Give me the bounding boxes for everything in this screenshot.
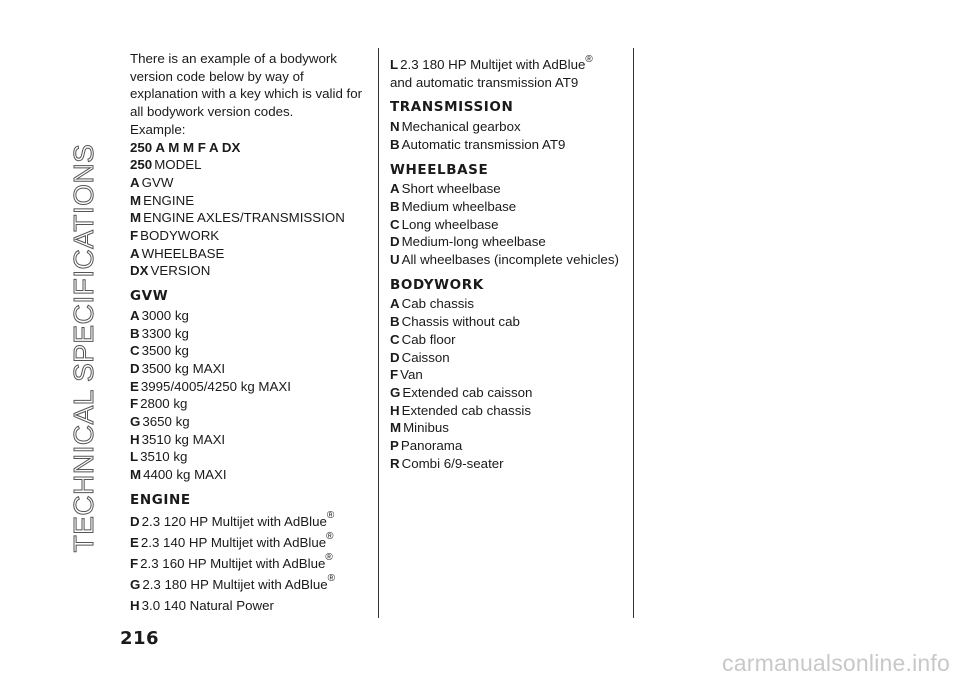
list-item [130,156,370,174]
item-text: ENGINE AXLES/TRANSMISSION [143,210,345,226]
list-item [130,575,370,594]
gvw-list [130,307,370,484]
item-code: F [130,228,139,244]
list-item [390,313,630,331]
list-item [130,413,370,431]
list-item [390,349,630,367]
item-code: A [130,245,140,261]
item-text: Medium wheelbase [401,198,517,214]
item-text: Short wheelbase [401,181,501,197]
item-code: R [390,455,400,471]
item-text: 4400 kg MAXI [143,467,227,483]
item-code: A [130,174,140,190]
list-item [130,342,370,360]
column-divider-right [633,48,634,618]
item-text: BODYWORK [140,228,220,244]
item-code: H [390,402,400,418]
item-text: Panorama [400,438,463,454]
item-text: 3.0 140 Natural Power [141,597,274,613]
list-item [390,331,630,349]
list-item [130,174,370,192]
list-item [130,325,370,343]
item-text: 3510 kg [140,449,188,465]
list-item [130,554,370,573]
left-column [130,50,370,615]
list-item [390,118,630,136]
list-item [390,233,630,251]
item-text: WHEELBASE [141,245,225,261]
item-code: D [390,349,400,365]
item-code: B [130,325,140,341]
list-item [390,455,630,473]
item-code: M [390,420,402,436]
list-item [390,402,630,420]
item-code: M [130,467,142,483]
item-text: Long wheelbase [401,216,499,232]
item-code: A [130,307,140,323]
list-item [130,360,370,378]
item-text: Caisson [401,349,450,365]
item-text: 3300 kg [141,325,189,341]
item-text: 3500 kg [141,343,189,359]
item-code: B [390,198,400,214]
item-code: E [130,534,139,550]
item-code: L [390,57,399,72]
section-side-title-text: TECHNICAL SPECIFICATIONS [68,143,99,553]
list-item [130,378,370,396]
item-text: 2800 kg [140,396,188,412]
item-text: Combi 6/9-seater [401,455,504,471]
list-item [130,209,370,227]
item-text: 2.3 120 HP Multijet with AdBlue [141,513,327,529]
list-item [390,384,630,402]
item-code: G [130,414,141,430]
item-text: VERSION [150,263,211,279]
transmission-list [390,118,630,153]
item-code: A [390,181,400,197]
list-item [130,431,370,449]
list-item [390,198,630,216]
item-text: Medium-long wheelbase [401,234,546,250]
item-code: C [390,331,400,347]
registered-mark: ® [585,53,593,65]
list-item [390,437,630,455]
list-item [130,192,370,210]
example-label: Example: [130,121,186,137]
list-item [130,596,370,615]
item-code: D [390,234,400,250]
list-item [130,466,370,484]
list-item [130,307,370,325]
item-text: Extended cab chassis [401,402,531,418]
list-item [390,251,630,269]
item-code: A [390,296,400,312]
item-code: E [130,378,139,394]
item-code: 250 [130,157,153,173]
list-item [390,419,630,437]
gvw-heading: GVW [130,288,169,305]
key-list [130,156,370,280]
engine-item-continued [390,53,630,74]
wheelbase-list [390,180,630,269]
item-text: 2.3 180 HP Multijet with AdBlue [142,576,328,592]
list-item [390,216,630,234]
item-code: G [390,384,401,400]
item-text: GVW [141,174,174,190]
item-code: D [130,513,140,529]
item-code: H [130,431,140,447]
right-column [390,53,630,472]
item-text: 2.3 140 HP Multijet with AdBlue [140,534,327,550]
item-code: N [390,119,400,135]
item-text: 2.3 160 HP Multijet with AdBlue [140,555,326,571]
list-item [130,227,370,245]
registered-mark: ® [326,531,334,543]
item-code: M [130,192,142,208]
item-text: Cab floor [401,331,456,347]
bodywork-list [390,295,630,472]
item-text: ENGINE [143,192,195,208]
registered-mark: ® [326,510,335,522]
item-code: F [130,396,139,412]
item-code: U [390,252,400,268]
bodywork-heading: BODYWORK [390,276,484,293]
list-item [130,533,370,552]
list-item [390,295,630,313]
list-item [130,448,370,466]
item-code: B [390,136,400,152]
engine-heading: ENGINE [130,491,191,508]
item-code: H [130,597,140,613]
item-text: MODEL [154,157,202,173]
item-text: Chassis without cab [401,314,520,330]
engine-list [130,512,370,615]
intro-paragraph: There is an example of a bodywork version code below by way of explanation with a key which is valid for all bodywork version codes. [130,51,363,120]
item-code: G [130,576,141,592]
registered-mark: ® [325,552,333,564]
column-divider-left [378,48,379,618]
item-text: Automatic transmission AT9 [401,136,566,152]
item-code: L [130,449,139,465]
item-text: 3000 kg [141,307,189,323]
item-text: Minibus [403,420,449,436]
list-item [390,180,630,198]
item-code: B [390,314,400,330]
item-code: P [390,438,399,454]
site-watermark: carmanualsonline.info [722,650,950,676]
list-item [390,136,630,154]
engine-item-continued-line2: and automatic transmission AT9 [390,74,579,90]
item-text: 3500 kg MAXI [141,360,226,376]
item-text: 3650 kg [142,414,190,430]
item-code: C [390,216,400,232]
registered-mark: ® [327,573,335,585]
item-text: Extended cab caisson [402,384,533,400]
transmission-heading: TRANSMISSION [390,99,514,116]
item-text: Cab chassis [401,296,475,312]
item-code: D [130,360,140,376]
item-code: F [390,367,399,383]
item-text: 3995/4005/4250 kg MAXI [140,378,291,394]
page-number: 216 [120,628,160,649]
wheelbase-heading: WHEELBASE [390,161,489,178]
list-item [130,262,370,280]
list-item [130,245,370,263]
list-item [130,512,370,531]
list-item [390,366,630,384]
item-code: C [130,343,140,359]
item-code: DX [130,263,149,279]
item-text: 3510 kg MAXI [141,431,226,447]
list-item [130,395,370,413]
item-text: All wheelbases (incomplete vehicles) [401,252,619,268]
item-text: 2.3 180 HP Multijet with AdBlue [400,57,586,72]
item-text: Van [400,367,423,383]
item-text: Mechanical gearbox [401,119,521,135]
example-code: 250 A M M F A DX [130,139,241,155]
item-code: F [130,555,139,571]
item-code: M [130,210,142,226]
